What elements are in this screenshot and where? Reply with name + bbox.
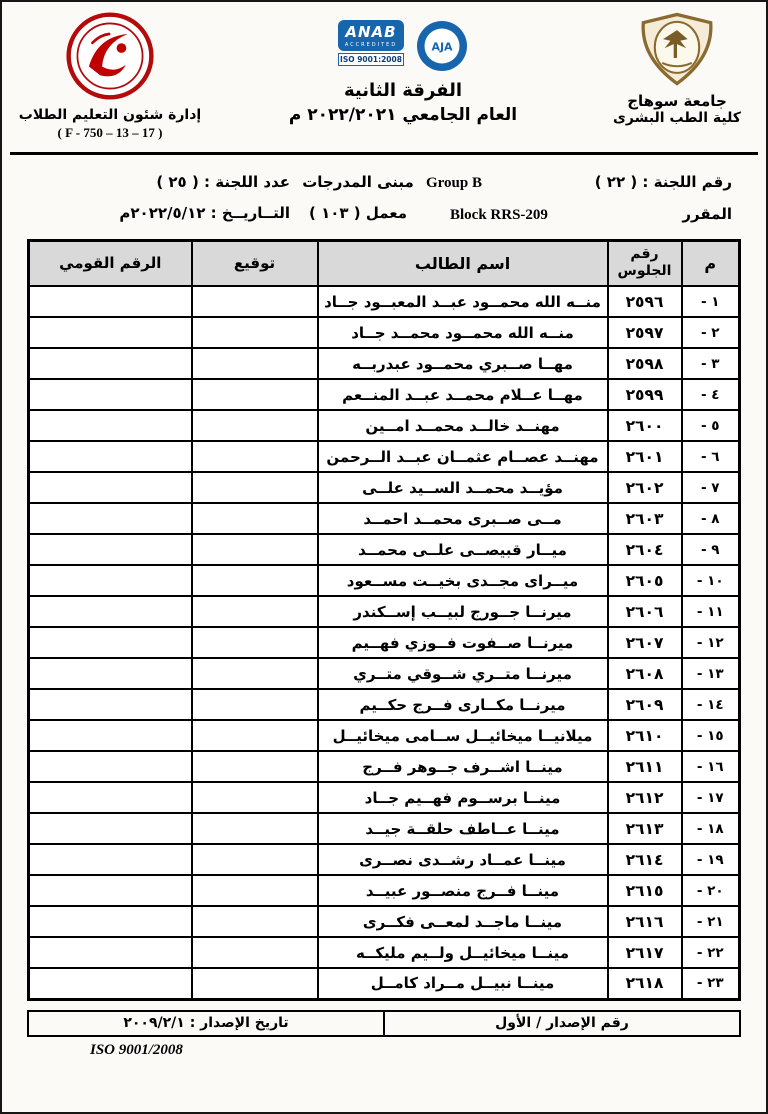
seat-number: ٢٦٠١ bbox=[608, 441, 682, 472]
row-index: ١٢ - bbox=[682, 627, 740, 658]
signature-cell bbox=[192, 379, 318, 410]
exam-info bbox=[10, 155, 758, 237]
student-name: مينــا ميخائيــل ولــيم مليكــه bbox=[318, 937, 608, 968]
seat-number: ٢٦١٤ bbox=[608, 844, 682, 875]
signature-cell bbox=[192, 534, 318, 565]
national-id-cell bbox=[29, 937, 192, 968]
header-index: م bbox=[682, 240, 740, 286]
student-name: مهــا عــلام محمــد عبــد المنــعم bbox=[318, 379, 608, 410]
row-index: ٨ - bbox=[682, 503, 740, 534]
certification-logos bbox=[204, 20, 602, 72]
table-row bbox=[29, 565, 740, 596]
grade-title: الفرقة الثانية bbox=[343, 80, 463, 101]
seat-number: ٢٦١٥ bbox=[608, 875, 682, 906]
table-row bbox=[29, 813, 740, 844]
footer-bar bbox=[27, 1010, 741, 1037]
signature-cell bbox=[192, 751, 318, 782]
table-row bbox=[29, 379, 740, 410]
student-name: ميرنــا صــفوت فــوزي فهــيم bbox=[318, 627, 608, 658]
signature-cell bbox=[192, 627, 318, 658]
national-id-cell bbox=[29, 596, 192, 627]
table-row bbox=[29, 937, 740, 968]
seat-number: ٢٦٠٨ bbox=[608, 658, 682, 689]
table-row bbox=[29, 751, 740, 782]
header-seat-number: رقم الجلوس bbox=[608, 240, 682, 286]
anab-badge bbox=[338, 20, 404, 51]
anab-logo bbox=[338, 20, 404, 66]
student-name: مينــا اشــرف جــوهر فــرج bbox=[318, 751, 608, 782]
row-index: ٢٢ - bbox=[682, 937, 740, 968]
anab-label: ANAB bbox=[345, 23, 397, 41]
row-index: ١٧ - bbox=[682, 782, 740, 813]
national-id-cell bbox=[29, 720, 192, 751]
aja-logo-icon bbox=[416, 20, 468, 72]
faculty-name: كلية الطب البشرى bbox=[613, 110, 741, 126]
seat-number: ٢٦٠٤ bbox=[608, 534, 682, 565]
national-id-cell bbox=[29, 410, 192, 441]
signature-cell bbox=[192, 968, 318, 999]
row-index: ١٤ - bbox=[682, 689, 740, 720]
header-college-block bbox=[602, 12, 752, 126]
national-id-cell bbox=[29, 844, 192, 875]
table-row bbox=[29, 286, 740, 317]
aja-label: AJA bbox=[431, 40, 453, 54]
signature-cell bbox=[192, 844, 318, 875]
national-id-cell bbox=[29, 658, 192, 689]
seat-number: ٢٥٩٦ bbox=[608, 286, 682, 317]
national-id-cell bbox=[29, 286, 192, 317]
table-row bbox=[29, 410, 740, 441]
national-id-cell bbox=[29, 503, 192, 534]
table-row bbox=[29, 689, 740, 720]
row-index: ٧ - bbox=[682, 472, 740, 503]
table-row bbox=[29, 782, 740, 813]
location-block bbox=[290, 167, 426, 231]
row-index: ١٠ - bbox=[682, 565, 740, 596]
signature-cell bbox=[192, 348, 318, 379]
seat-number: ٢٦١٢ bbox=[608, 782, 682, 813]
signature-cell bbox=[192, 813, 318, 844]
student-name: مهــا صــبري محمــود عبدربــه bbox=[318, 348, 608, 379]
signature-cell bbox=[192, 503, 318, 534]
iso-certification: ISO 9001/2008 bbox=[90, 1041, 183, 1058]
seat-number: ٢٥٩٨ bbox=[608, 348, 682, 379]
signature-cell bbox=[192, 286, 318, 317]
student-name: ميرنــا جــورج لبيــب إســكندر bbox=[318, 596, 608, 627]
row-index: ٢٠ - bbox=[682, 875, 740, 906]
row-index: ٢ - bbox=[682, 317, 740, 348]
committee-course-block bbox=[426, 167, 732, 231]
row-index: ١٦ - bbox=[682, 751, 740, 782]
student-name: ميرنــا مكــارى فــرج حكــيم bbox=[318, 689, 608, 720]
table-row bbox=[29, 658, 740, 689]
row-index: ٢١ - bbox=[682, 906, 740, 937]
anab-accredited-label: ACCREDITED bbox=[344, 42, 398, 48]
table-row bbox=[29, 968, 740, 999]
national-id-cell bbox=[29, 348, 192, 379]
student-name: ميــار قبيصــى علــى محمــد bbox=[318, 534, 608, 565]
signature-cell bbox=[192, 689, 318, 720]
signature-cell bbox=[192, 720, 318, 751]
students-table bbox=[27, 239, 741, 1001]
student-name: مينــا ماجــد لمعــى فكــرى bbox=[318, 906, 608, 937]
signature-cell bbox=[192, 317, 318, 348]
national-id-cell bbox=[29, 751, 192, 782]
table-row bbox=[29, 627, 740, 658]
course-code: Block RRS-209 bbox=[450, 206, 548, 223]
signature-cell bbox=[192, 441, 318, 472]
seat-number: ٢٦١٣ bbox=[608, 813, 682, 844]
table-row bbox=[29, 844, 740, 875]
student-name: منــه الله محمــود عبــد المعبــود جــاد bbox=[318, 286, 608, 317]
header-admin-block bbox=[16, 12, 204, 141]
row-index: ١١ - bbox=[682, 596, 740, 627]
student-name: ميرنــا متــري شــوقي متــري bbox=[318, 658, 608, 689]
header-student-name: اسم الطالب bbox=[318, 240, 608, 286]
seat-number: ٢٦٠٧ bbox=[608, 627, 682, 658]
seat-number: ٢٦٠٦ bbox=[608, 596, 682, 627]
student-name: مهنــد عصــام عثمــان عبــد الــرحمن bbox=[318, 441, 608, 472]
student-name: ميلانيــا ميخائيــل ســامى ميخائيــل bbox=[318, 720, 608, 751]
signature-cell bbox=[192, 410, 318, 441]
form-code: ( F - 750 – 13 – 17 ) bbox=[57, 125, 163, 140]
national-id-cell bbox=[29, 906, 192, 937]
signature-cell bbox=[192, 565, 318, 596]
exam-date: التــاريــخ : ٢٠٢٢/٥/١٢م bbox=[119, 203, 290, 222]
student-name: مؤيــد محمــد الســيد علــى bbox=[318, 472, 608, 503]
table-row bbox=[29, 441, 740, 472]
group-label: Group B bbox=[426, 175, 482, 191]
header-signature: توقيع bbox=[192, 240, 318, 286]
table-row bbox=[29, 348, 740, 379]
national-id-cell bbox=[29, 813, 192, 844]
course-label: المقرر bbox=[682, 204, 732, 223]
sohag-university-logo-icon bbox=[66, 12, 154, 100]
seat-number: ٢٦٠٩ bbox=[608, 689, 682, 720]
table-row bbox=[29, 596, 740, 627]
building-name: مبنى المدرجات bbox=[302, 173, 414, 191]
national-id-cell bbox=[29, 534, 192, 565]
national-id-cell bbox=[29, 565, 192, 596]
national-id-cell bbox=[29, 472, 192, 503]
signature-cell bbox=[192, 906, 318, 937]
signature-cell bbox=[192, 596, 318, 627]
row-index: ٦ - bbox=[682, 441, 740, 472]
national-id-cell bbox=[29, 379, 192, 410]
table-row bbox=[29, 720, 740, 751]
issue-date: تاريخ الإصدار : ٢٠٠٩/٢/١ bbox=[123, 1015, 289, 1031]
lab-number: معمل ( ١٠٣ ) bbox=[308, 203, 408, 222]
row-index: ١٥ - bbox=[682, 720, 740, 751]
national-id-cell bbox=[29, 968, 192, 999]
table-row bbox=[29, 534, 740, 565]
national-id-cell bbox=[29, 782, 192, 813]
row-index: ٩ - bbox=[682, 534, 740, 565]
signature-cell bbox=[192, 937, 318, 968]
issue-number: رقم الإصدار / الأول bbox=[383, 1012, 739, 1035]
national-id-cell bbox=[29, 875, 192, 906]
department-name: إدارة شئون التعليم الطلاب bbox=[18, 107, 202, 123]
table-row bbox=[29, 875, 740, 906]
header bbox=[10, 8, 758, 150]
student-name: مهنــد خالــد محمــد امــين bbox=[318, 410, 608, 441]
seat-number: ٢٦١٠ bbox=[608, 720, 682, 751]
national-id-cell bbox=[29, 689, 192, 720]
header-center-block bbox=[204, 12, 602, 125]
row-index: ١٩ - bbox=[682, 844, 740, 875]
committee-number: رقم اللجنة : ( ٢٢ ) bbox=[594, 173, 732, 191]
row-index: ٢٣ - bbox=[682, 968, 740, 999]
academic-year: العام الجامعي ٢٠٢٢/٢٠٢١ م bbox=[288, 105, 518, 125]
faculty-emblem-icon bbox=[635, 12, 719, 86]
student-name: مينــا برســوم فهــيم جــاد bbox=[318, 782, 608, 813]
seat-number: ٢٦٠٢ bbox=[608, 472, 682, 503]
anab-iso-label: ISO 9001:2008 bbox=[338, 53, 404, 66]
students-tbody bbox=[29, 286, 740, 999]
signature-cell bbox=[192, 658, 318, 689]
count-date-block bbox=[36, 167, 290, 231]
row-index: ١٣ - bbox=[682, 658, 740, 689]
row-index: ٣ - bbox=[682, 348, 740, 379]
seat-number: ٢٦١٦ bbox=[608, 906, 682, 937]
committee-count: عدد اللجنة : ( ٢٥ ) bbox=[156, 173, 290, 191]
signature-cell bbox=[192, 472, 318, 503]
seat-number: ٢٥٩٧ bbox=[608, 317, 682, 348]
student-name: مينــا عمــاد رشــدى نصــرى bbox=[318, 844, 608, 875]
signature-cell bbox=[192, 875, 318, 906]
seat-number: ٢٦٠٠ bbox=[608, 410, 682, 441]
seat-number: ٢٦٠٥ bbox=[608, 565, 682, 596]
student-name: مينــا فــرج منصــور عبيــد bbox=[318, 875, 608, 906]
table-row bbox=[29, 317, 740, 348]
signature-cell bbox=[192, 782, 318, 813]
student-name: ميــراى مجــدى بخيــت مســعود bbox=[318, 565, 608, 596]
table-header bbox=[29, 240, 740, 286]
row-index: ٥ - bbox=[682, 410, 740, 441]
national-id-cell bbox=[29, 627, 192, 658]
university-name: جامعة سوهاج bbox=[627, 92, 727, 110]
row-index: ١٨ - bbox=[682, 813, 740, 844]
student-name: مينــا عــاطف حلقــة جيــد bbox=[318, 813, 608, 844]
seat-number: ٢٦٠٣ bbox=[608, 503, 682, 534]
student-name: مينــا نبيــل مــراد كامــل bbox=[318, 968, 608, 999]
student-name: منــه الله محمــود محمــد جــاد bbox=[318, 317, 608, 348]
seat-number: ٢٦١٨ bbox=[608, 968, 682, 999]
national-id-cell bbox=[29, 317, 192, 348]
header-national-id: الرقم القومي bbox=[29, 240, 192, 286]
table-row bbox=[29, 503, 740, 534]
seat-number: ٢٥٩٩ bbox=[608, 379, 682, 410]
table-row bbox=[29, 906, 740, 937]
national-id-cell bbox=[29, 441, 192, 472]
seat-number: ٢٦١٧ bbox=[608, 937, 682, 968]
seat-number: ٢٦١١ bbox=[608, 751, 682, 782]
row-index: ١ - bbox=[682, 286, 740, 317]
row-index: ٤ - bbox=[682, 379, 740, 410]
student-name: مــى صــبرى محمــد احمــد bbox=[318, 503, 608, 534]
table-row bbox=[29, 472, 740, 503]
